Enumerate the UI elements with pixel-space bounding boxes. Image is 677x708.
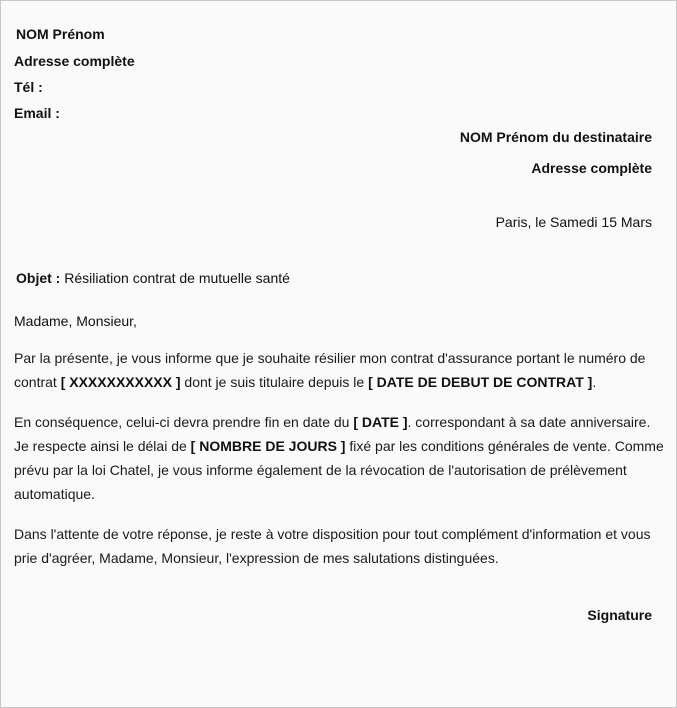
signature: Signature xyxy=(587,607,652,623)
salutation: Madame, Monsieur, xyxy=(14,313,137,329)
text-segment: . correspondant à sa date anniversaire. xyxy=(407,414,651,430)
sender-address: Adresse complète xyxy=(14,53,135,69)
sender-phone-label: Tél : xyxy=(14,79,43,95)
paragraph-line: automatique. xyxy=(14,486,95,502)
paragraph-line xyxy=(14,410,664,434)
recipient-address: Adresse complète xyxy=(531,160,652,176)
sender-email-label: Email : xyxy=(14,105,60,121)
placeholder-number-of-days: [ NOMBRE DE JOURS ] xyxy=(190,438,346,454)
text-segment: contrat xyxy=(14,374,61,390)
paragraph-line: prévu par la loi Chatel, je vous informe également de la révocation de l'autorisation de prélèvement xyxy=(14,462,627,478)
placeholder-end-date: [ DATE ] xyxy=(353,414,408,430)
text-segment: . xyxy=(592,374,597,390)
paragraph-line xyxy=(14,434,664,458)
paragraph-line: prie d'agréer, Madame, Monsieur, l'expression de mes salutations distinguées. xyxy=(14,550,499,566)
subject-label: Objet : xyxy=(16,270,61,286)
place-date: Paris, le Samedi 15 Mars xyxy=(495,214,652,230)
paragraph-intent xyxy=(14,346,664,394)
paragraph-line: Dans l'attente de votre réponse, je reste à votre disposition pour tout complément d'information et vous xyxy=(14,526,651,542)
text-segment: En conséquence, celui-ci devra prendre fin en date du xyxy=(14,414,354,430)
paragraph-closing xyxy=(14,522,664,570)
text-segment: Je respecte ainsi le délai de xyxy=(14,438,191,454)
paragraph-line: Par la présente, je vous informe que je souhaite résilier mon contrat d'assurance portant le numéro de xyxy=(14,350,646,366)
placeholder-contract-number: [ XXXXXXXXXXX ] xyxy=(60,374,181,390)
text-segment: fixé par les conditions générales de vente. Comme xyxy=(345,438,664,454)
sender-name: NOM Prénom xyxy=(16,26,105,42)
placeholder-start-date: [ DATE DE DEBUT DE CONTRAT ] xyxy=(368,374,593,390)
paragraph-line xyxy=(14,370,664,394)
paragraph-consequence xyxy=(14,410,664,506)
recipient-name: NOM Prénom du destinataire xyxy=(459,129,652,145)
subject-text: Résiliation contrat de mutuelle santé xyxy=(64,270,290,286)
subject-line xyxy=(16,269,290,287)
text-segment: dont je suis titulaire depuis le xyxy=(180,374,369,390)
